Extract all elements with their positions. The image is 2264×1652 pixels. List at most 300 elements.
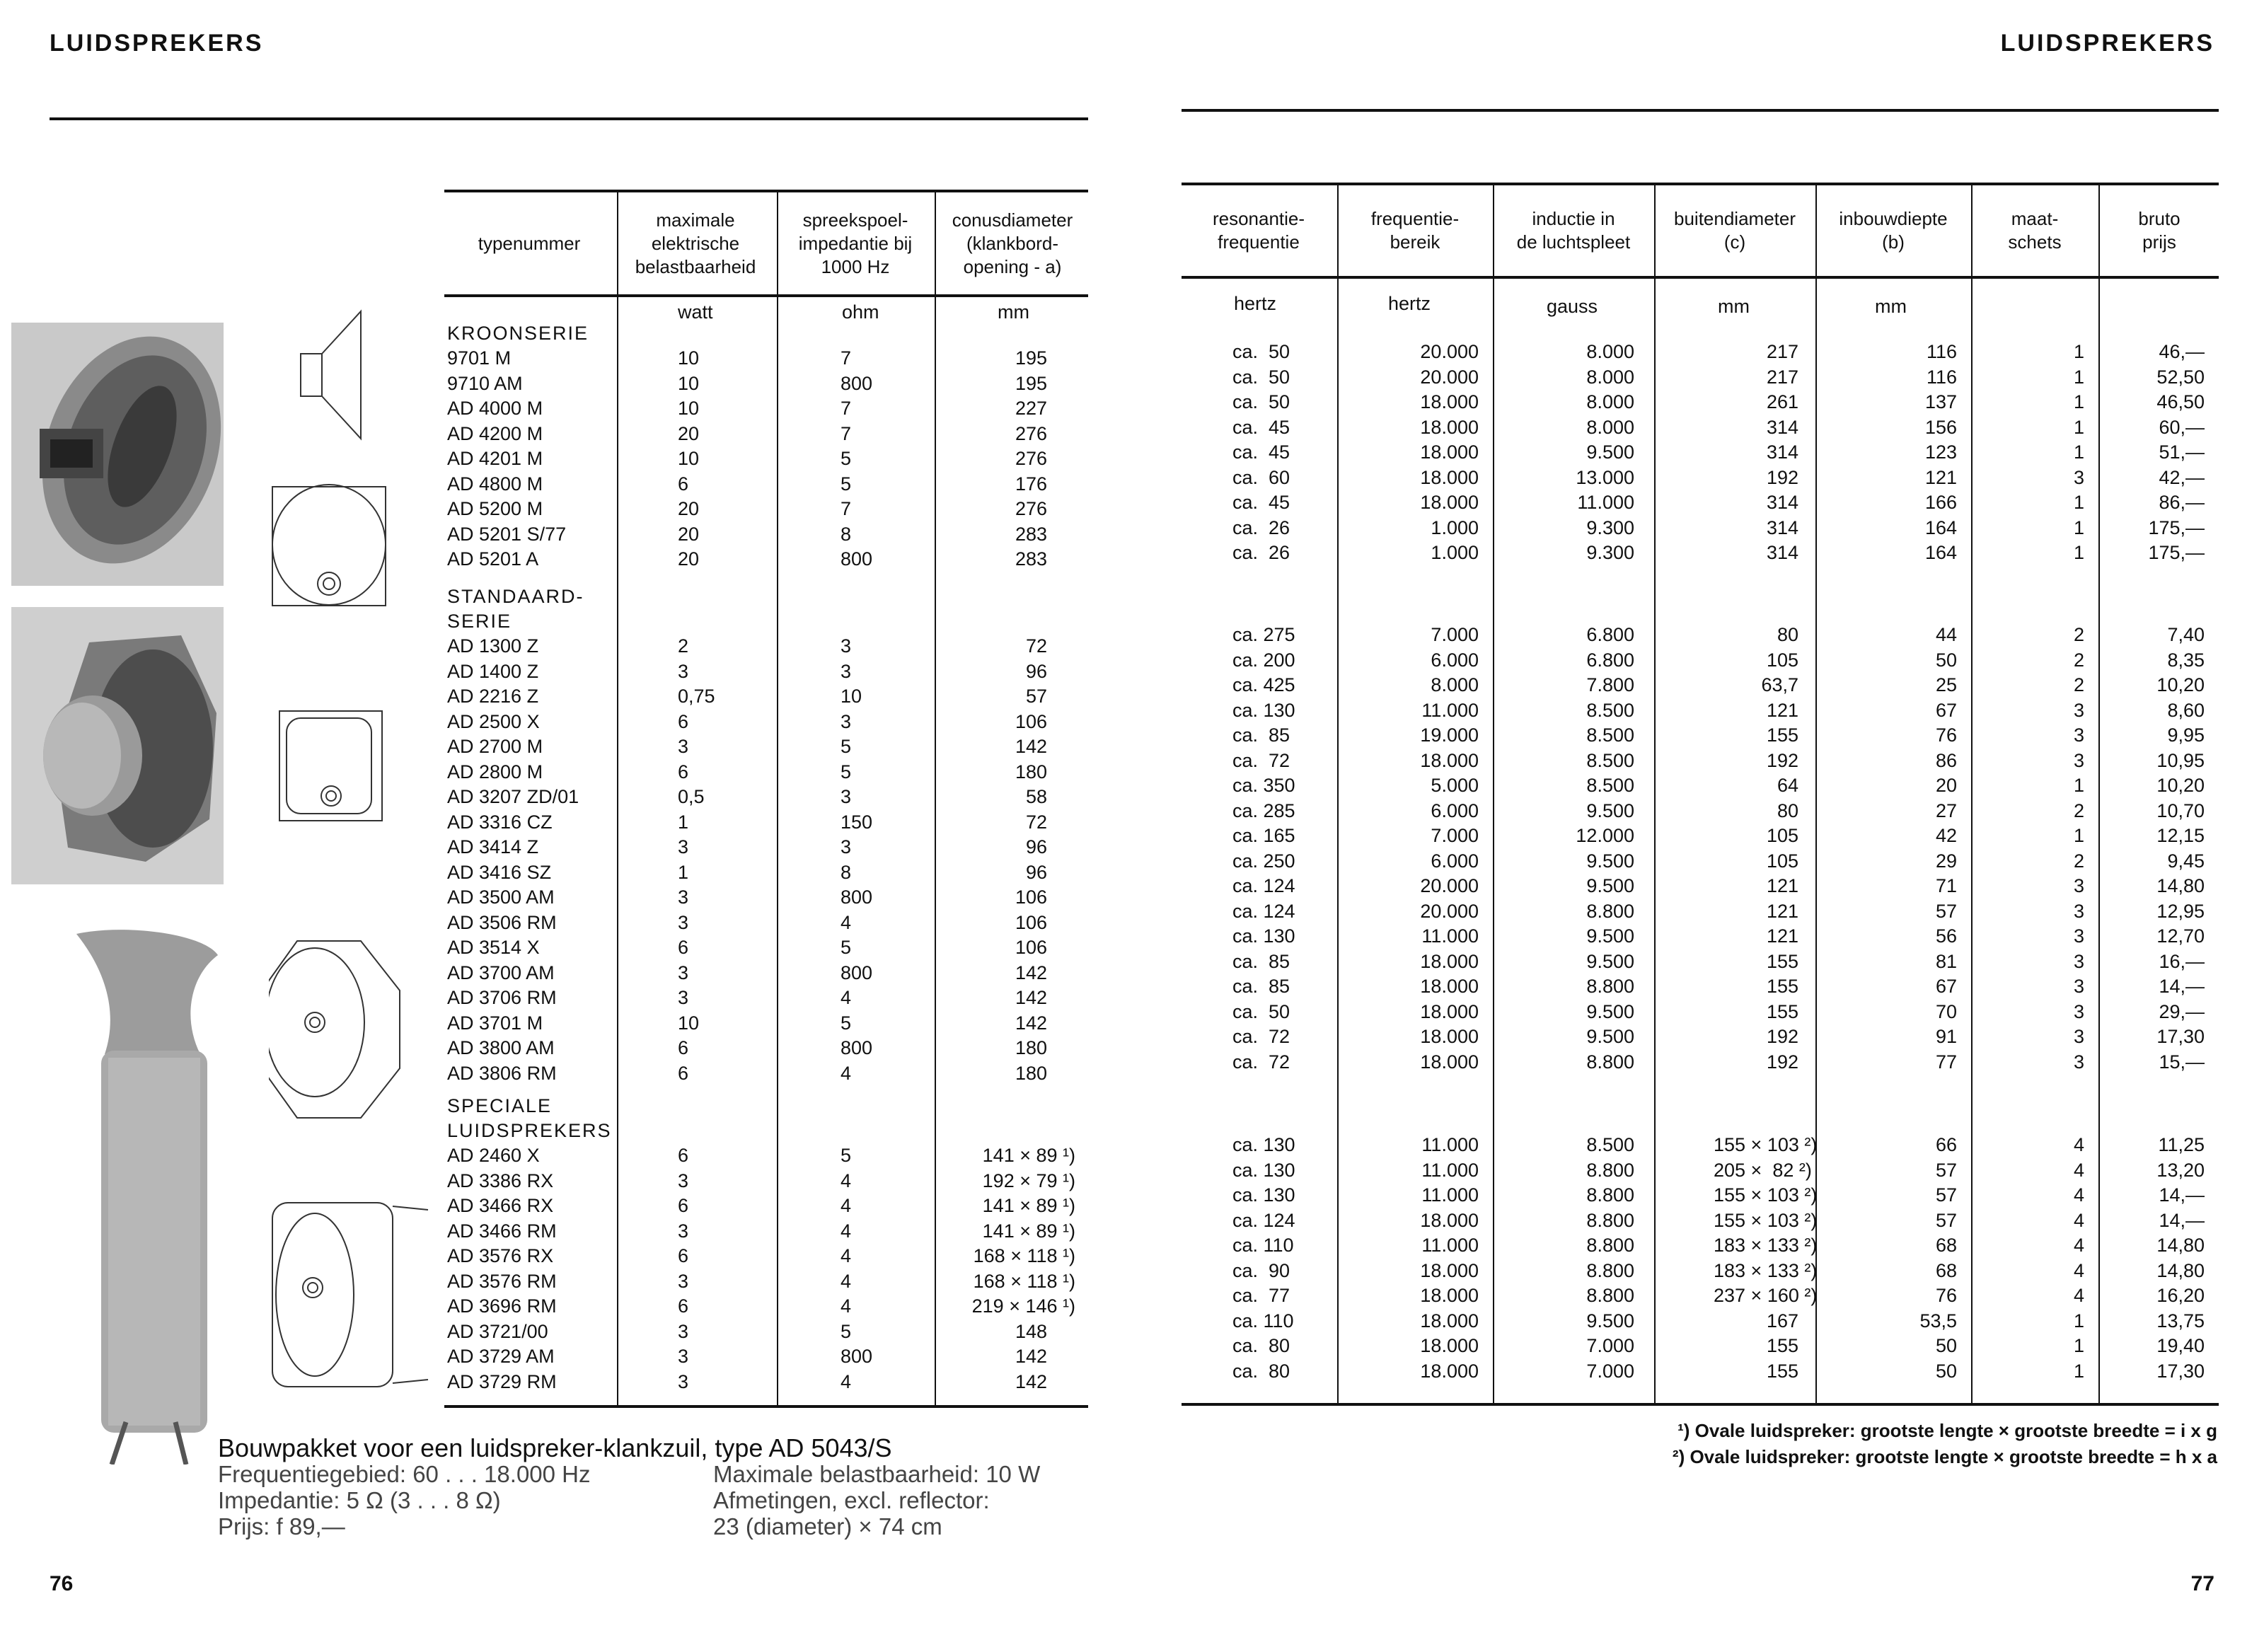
max-load-watt: 3 (678, 987, 689, 1008)
mounting-depth: 57 (1935, 1159, 1957, 1181)
cone-diameter-mm: 141 × 89 ¹) (982, 1145, 1075, 1166)
outer-diameter: 314 (1766, 416, 1798, 438)
gross-price: 14,— (2159, 1209, 2205, 1231)
table-row (1182, 623, 2219, 648)
cone-diameter-mm: 176 (1015, 473, 1047, 495)
gap-induction: 9.300 (1586, 542, 1634, 563)
frequency-range: 18.000 (1420, 441, 1479, 463)
gap-induction: 8.000 (1586, 366, 1634, 388)
resonance-frequency: ca. 124 (1232, 900, 1295, 922)
gap-induction: 8.800 (1586, 1159, 1634, 1181)
outer-diameter: 121 (1766, 925, 1798, 947)
unit-mm: mm (1875, 296, 1907, 317)
mounting-depth: 50 (1935, 649, 1957, 671)
sketch-number: 1 (2073, 492, 2084, 513)
resonance-frequency: ca. 130 (1232, 699, 1295, 721)
speaker-column-photo (69, 927, 231, 1465)
right-specs-table (1182, 183, 2219, 1382)
gross-price: 12,15 (2156, 825, 2205, 846)
table-row (444, 961, 1088, 986)
type-number: AD 2500 X (447, 710, 540, 732)
outer-diameter: 80 (1777, 624, 1798, 645)
resonance-frequency: ca. 45 (1232, 441, 1290, 463)
sketch-number: 3 (2073, 925, 2084, 947)
max-load-watt: 6 (678, 1062, 689, 1084)
resonance-frequency: ca. 50 (1232, 391, 1290, 412)
type-number: AD 5201 S/77 (447, 523, 567, 545)
max-load-watt: 3 (678, 1346, 689, 1367)
gross-price: 8,35 (2167, 649, 2205, 671)
cone-diameter-mm: 141 × 89 ¹) (982, 1195, 1075, 1216)
sketch-number: 3 (2073, 875, 2084, 896)
table-row (1182, 924, 2219, 949)
mounting-depth: 123 (1924, 441, 1957, 463)
sketch-number: 1 (2073, 341, 2084, 362)
col-header-conusdiameter: conusdiameter (klankbord- opening - a) (952, 209, 1073, 277)
outer-diameter: 167 (1766, 1310, 1798, 1332)
max-load-watt: 6 (678, 1145, 689, 1166)
frequency-range: 11.000 (1421, 1184, 1479, 1206)
mounting-depth: 66 (1935, 1134, 1957, 1155)
col-header-belastbaarheid: maximale elektrische belastbaarheid (635, 209, 756, 277)
frequency-range: 20.000 (1420, 366, 1479, 388)
impedance-ohm: 5 (841, 473, 852, 495)
outer-diameter: 105 (1766, 649, 1798, 671)
outer-diameter: 314 (1766, 542, 1798, 563)
page-header: LUIDSPREKERS (50, 30, 264, 57)
unit-watt: watt (678, 301, 713, 323)
gap-induction: 9.500 (1586, 441, 1634, 463)
resonance-frequency: ca. 275 (1232, 624, 1295, 645)
type-number: AD 2700 M (447, 736, 543, 757)
kit-spec-price: Prijs: f 89,— (218, 1513, 345, 1540)
table-row (444, 371, 1088, 397)
gross-price: 60,— (2159, 416, 2205, 438)
mounting-depth: 42 (1935, 825, 1957, 846)
resonance-frequency: ca. 85 (1232, 724, 1290, 746)
table-row (444, 1194, 1088, 1219)
gross-price: 9,45 (2167, 850, 2205, 872)
resonance-frequency: ca. 130 (1232, 1159, 1295, 1181)
type-number: AD 3207 ZD/01 (447, 786, 579, 807)
outer-diameter: 155 (1766, 724, 1798, 746)
mounting-depth: 57 (1935, 1209, 1957, 1231)
gap-induction: 8.800 (1586, 1051, 1634, 1073)
resonance-frequency: ca. 110 (1232, 1235, 1294, 1256)
kit-caption-title: Bouwpakket voor een luidspreker-klankzuil, type AD 5043/S (218, 1433, 892, 1462)
gap-induction: 9.500 (1586, 1000, 1634, 1022)
gross-price: 10,20 (2156, 674, 2205, 695)
gross-price: 17,30 (2156, 1026, 2205, 1047)
table-row (444, 1036, 1088, 1061)
mounting-depth: 70 (1935, 1000, 1957, 1022)
kit-spec-dimensions: 23 (diameter) × 74 cm (713, 1513, 942, 1540)
frequency-range: 18.000 (1420, 749, 1479, 771)
frequency-range: 11.000 (1421, 925, 1479, 947)
type-number: AD 3806 RM (447, 1062, 557, 1084)
resonance-frequency: ca. 200 (1232, 649, 1295, 671)
section-title: SPECIALE LUIDSPREKERS (447, 1095, 612, 1141)
gap-induction: 8.000 (1586, 416, 1634, 438)
table-bottom-rule (1182, 1403, 2219, 1406)
table-row (1182, 1000, 2219, 1025)
table-row (444, 547, 1088, 572)
mounting-depth: 50 (1935, 1335, 1957, 1356)
cone-diameter-mm: 168 × 118 ¹) (973, 1245, 1075, 1266)
impedance-ohm: 4 (841, 987, 852, 1008)
impedance-ohm: 4 (841, 1370, 852, 1392)
gross-price: 175,— (2148, 542, 2205, 563)
gross-price: 10,95 (2156, 749, 2205, 771)
max-load-watt: 10 (678, 347, 700, 369)
table-row (444, 1011, 1088, 1036)
col-header-frequentiebereik: frequentie- bereik (1370, 208, 1460, 253)
gross-price: 51,— (2159, 441, 2205, 463)
sketch-number: 4 (2073, 1159, 2084, 1181)
impedance-ohm: 5 (841, 1145, 852, 1166)
outer-diameter: 155 × 103 ²) (1714, 1209, 1818, 1231)
page-number: 76 (50, 1572, 74, 1595)
table-row (1182, 490, 2219, 516)
gross-price: 46,50 (2156, 391, 2205, 412)
table-row (1182, 1183, 2219, 1208)
mounting-depth: 20 (1935, 775, 1957, 796)
unit-ohm: ohm (842, 301, 879, 323)
table-row (444, 835, 1088, 860)
resonance-frequency: ca. 285 (1232, 799, 1295, 821)
mounting-depth: 164 (1924, 542, 1957, 563)
gap-induction: 7.000 (1586, 1360, 1634, 1382)
frequency-range: 18.000 (1420, 466, 1479, 488)
mounting-depth: 116 (1926, 341, 1957, 362)
resonance-frequency: ca. 26 (1232, 516, 1290, 538)
type-number: AD 3729 AM (447, 1346, 555, 1367)
header-rule (1182, 109, 2219, 112)
impedance-ohm: 8 (841, 523, 852, 545)
table-row (444, 911, 1088, 936)
impedance-ohm: 800 (841, 1346, 873, 1367)
header-rule (50, 117, 1088, 120)
gap-induction: 9.300 (1586, 516, 1634, 538)
gap-induction: 8.000 (1586, 341, 1634, 362)
cone-diameter-mm: 142 (1015, 961, 1047, 983)
type-number: AD 3576 RM (447, 1270, 557, 1292)
type-number: AD 3706 RM (447, 987, 557, 1008)
cone-diameter-mm: 227 (1015, 398, 1047, 419)
type-number: AD 3466 RX (447, 1195, 554, 1216)
mounting-depth: 137 (1924, 391, 1957, 412)
resonance-frequency: ca. 50 (1232, 1000, 1290, 1022)
gross-price: 13,20 (2156, 1159, 2205, 1181)
table-bottom-rule (444, 1405, 1088, 1408)
gross-price: 14,— (2159, 976, 2205, 997)
table-row (444, 986, 1088, 1011)
max-load-watt: 6 (678, 1245, 689, 1266)
outer-diameter: 155 (1766, 950, 1798, 972)
frequency-range: 7.000 (1431, 624, 1479, 645)
mounting-depth: 68 (1935, 1259, 1957, 1281)
resonance-frequency: ca. 72 (1232, 1026, 1290, 1047)
max-load-watt: 10 (678, 372, 700, 394)
max-load-watt: 3 (678, 1270, 689, 1292)
gross-price: 52,50 (2156, 366, 2205, 388)
outer-diameter: 63,7 (1761, 674, 1798, 695)
resonance-frequency: ca. 45 (1232, 492, 1290, 513)
frequency-range: 20.000 (1420, 875, 1479, 896)
max-load-watt: 3 (678, 1169, 689, 1191)
impedance-ohm: 800 (841, 548, 873, 570)
max-load-watt: 3 (678, 1220, 689, 1242)
table-row (444, 710, 1088, 735)
frequency-range: 8.000 (1431, 674, 1479, 695)
unit-gauss: gauss (1547, 296, 1598, 317)
cone-diameter-mm: 195 (1015, 372, 1047, 394)
frequency-range: 19.000 (1420, 724, 1479, 746)
sketch-number: 4 (2073, 1209, 2084, 1231)
mounting-depth: 67 (1935, 699, 1957, 721)
max-load-watt: 6 (678, 473, 689, 495)
frequency-range: 11.000 (1421, 1235, 1479, 1256)
impedance-ohm: 4 (841, 1195, 852, 1216)
col-header-inbouwdiepte: inbouwdiepte (b) (1839, 208, 1948, 253)
max-load-watt: 10 (678, 448, 700, 469)
impedance-ohm: 800 (841, 1037, 873, 1058)
cone-diameter-mm: 180 (1015, 1037, 1047, 1058)
outer-diameter: 64 (1777, 775, 1798, 796)
resonance-frequency: ca. 90 (1232, 1259, 1290, 1281)
gap-induction: 8.800 (1586, 1209, 1634, 1231)
unit-mm: mm (1718, 296, 1750, 317)
table-row (444, 1319, 1088, 1345)
outer-diameter: 121 (1766, 900, 1798, 922)
cone-diameter-mm: 148 (1015, 1320, 1047, 1342)
mounting-depth: 68 (1935, 1235, 1957, 1256)
sketch-number: 3 (2073, 749, 2084, 771)
cone-diameter-mm: 219 × 146 ¹) (971, 1295, 1075, 1317)
table-row (1182, 440, 2219, 466)
table-row (1182, 1309, 2219, 1334)
mounting-depth: 44 (1935, 624, 1957, 645)
cone-diameter-mm: 96 (1025, 836, 1047, 857)
max-load-watt: 6 (678, 761, 689, 782)
unit-hertz: hertz (1388, 293, 1431, 314)
sketch-number: 1 (2073, 416, 2084, 438)
type-number: AD 3514 X (447, 937, 540, 958)
gap-induction: 9.500 (1586, 1310, 1634, 1332)
cone-diameter-mm: 276 (1015, 498, 1047, 519)
resonance-frequency: ca. 130 (1232, 1134, 1295, 1155)
cone-diameter-mm: 106 (1015, 710, 1047, 732)
mounting-depth: 77 (1935, 1051, 1957, 1073)
table-row (444, 422, 1088, 447)
gross-price: 7,40 (2167, 624, 2205, 645)
cone-diameter-mm: 141 × 89 ¹) (982, 1220, 1075, 1242)
resonance-frequency: ca. 80 (1232, 1360, 1290, 1382)
frequency-range: 18.000 (1420, 1051, 1479, 1073)
col-header-resonantie: resonantie- frequentie (1212, 208, 1305, 253)
type-number: AD 3729 RM (447, 1370, 557, 1392)
impedance-ohm: 4 (841, 1169, 852, 1191)
footnote-2: ²) Ovale luidspreker: grootste lengte × grootste breedte = h x a (1672, 1446, 2217, 1467)
max-load-watt: 3 (678, 1320, 689, 1342)
resonance-frequency: ca. 80 (1232, 1335, 1290, 1356)
frequency-range: 18.000 (1420, 1335, 1479, 1356)
outer-diameter: 261 (1766, 391, 1798, 412)
sketch-number: 1 (2073, 516, 2084, 538)
max-load-watt: 6 (678, 1295, 689, 1317)
frequency-range: 18.000 (1420, 1310, 1479, 1332)
outer-diameter: 314 (1766, 516, 1798, 538)
frequency-range: 18.000 (1420, 950, 1479, 972)
sketch-number: 2 (2073, 624, 2084, 645)
type-number: AD 3316 CZ (447, 811, 553, 833)
impedance-ohm: 5 (841, 937, 852, 958)
mounting-depth: 116 (1926, 366, 1957, 388)
impedance-ohm: 7 (841, 347, 852, 369)
speaker-photo-oval (11, 323, 224, 586)
type-number: AD 4000 M (447, 398, 543, 419)
table-row (1182, 466, 2219, 491)
type-number: AD 2800 M (447, 761, 543, 782)
outer-diameter: 314 (1766, 441, 1798, 463)
max-load-watt: 0,5 (678, 786, 705, 807)
table-row (444, 885, 1088, 911)
gap-induction: 8.500 (1586, 749, 1634, 771)
impedance-ohm: 5 (841, 736, 852, 757)
max-load-watt: 20 (678, 548, 700, 570)
section-title: KROONSERIE (447, 323, 589, 344)
gap-induction: 8.000 (1586, 391, 1634, 412)
resonance-frequency: ca. 130 (1232, 925, 1295, 947)
max-load-watt: 20 (678, 422, 700, 444)
outer-diameter: 217 (1766, 366, 1798, 388)
gross-price: 175,— (2148, 516, 2205, 538)
type-number: AD 4200 M (447, 422, 543, 444)
gap-induction: 8.500 (1586, 775, 1634, 796)
mounting-depth: 156 (1924, 416, 1957, 438)
table-row (444, 785, 1088, 810)
outer-diameter: 192 (1766, 466, 1798, 488)
col-header-prijs: bruto prijs (2138, 208, 2181, 253)
table-row (1182, 773, 2219, 799)
frequency-range: 11.000 (1421, 1134, 1479, 1155)
mounting-depth: 67 (1935, 976, 1957, 997)
gap-induction: 13.000 (1576, 466, 1634, 488)
gross-price: 14,80 (2156, 1235, 2205, 1256)
impedance-ohm: 4 (841, 1270, 852, 1292)
cone-diameter-mm: 276 (1015, 422, 1047, 444)
gross-price: 8,60 (2167, 699, 2205, 721)
mounting-depth: 91 (1935, 1026, 1957, 1047)
mounting-depth: 56 (1935, 925, 1957, 947)
max-load-watt: 10 (678, 398, 700, 419)
resonance-frequency: ca. 50 (1232, 341, 1290, 362)
sketch-number: 3 (2073, 950, 2084, 972)
section-title: STANDAARD- SERIE (447, 586, 584, 632)
cone-diameter-mm: 57 (1025, 686, 1047, 707)
table-row (1182, 799, 2219, 824)
impedance-ohm: 800 (841, 886, 873, 908)
gross-price: 15,— (2159, 1051, 2205, 1073)
outer-diameter: 121 (1766, 875, 1798, 896)
speaker-photo-round (11, 607, 224, 884)
impedance-ohm: 4 (841, 1245, 852, 1266)
mounting-depth: 50 (1935, 1360, 1957, 1382)
type-number: AD 1400 Z (447, 660, 539, 682)
table-row (1182, 824, 2219, 849)
frequency-range: 18.000 (1420, 1000, 1479, 1022)
cone-diameter-mm: 72 (1025, 811, 1047, 833)
left-specs-table (444, 190, 1088, 1392)
frequency-range: 11.000 (1421, 699, 1479, 721)
type-number: AD 3700 AM (447, 961, 555, 983)
gap-induction: 8.800 (1586, 1259, 1634, 1281)
gross-price: 14,— (2159, 1184, 2205, 1206)
impedance-ohm: 800 (841, 961, 873, 983)
resonance-frequency: ca. 50 (1232, 366, 1290, 388)
outer-diameter: 155 (1766, 1360, 1798, 1382)
frequency-range: 18.000 (1420, 1360, 1479, 1382)
cone-diameter-mm: 142 (1015, 987, 1047, 1008)
gross-price: 9,95 (2167, 724, 2205, 746)
sketch-number: 2 (2073, 850, 2084, 872)
table-row (444, 1169, 1088, 1194)
outer-diameter: 155 (1766, 976, 1798, 997)
impedance-ohm: 5 (841, 1012, 852, 1034)
resonance-frequency: ca. 124 (1232, 1209, 1295, 1231)
frequency-range: 18.000 (1420, 1259, 1479, 1281)
resonance-frequency: ca. 165 (1232, 825, 1295, 846)
max-load-watt: 0,75 (678, 686, 715, 707)
type-number: AD 3466 RM (447, 1220, 557, 1242)
gap-induction: 7.800 (1586, 674, 1634, 695)
gross-price: 13,75 (2156, 1310, 2205, 1332)
frequency-range: 1.000 (1431, 516, 1479, 538)
resonance-frequency: ca. 85 (1232, 950, 1290, 972)
cone-diameter-mm: 192 × 79 ¹) (982, 1169, 1075, 1191)
table-row (444, 1370, 1088, 1395)
max-load-watt: 1 (678, 811, 689, 833)
gap-induction: 12.000 (1576, 825, 1634, 846)
cone-diameter-mm: 96 (1025, 660, 1047, 682)
sketch-number: 2 (2073, 674, 2084, 695)
table-row (444, 1269, 1088, 1295)
impedance-ohm: 3 (841, 836, 852, 857)
cone-diameter-mm: 142 (1015, 1012, 1047, 1034)
gap-induction: 8.500 (1586, 1134, 1634, 1155)
sketch-number: 3 (2073, 1000, 2084, 1022)
resonance-frequency: ca. 72 (1232, 1051, 1290, 1073)
mounting-depth: 27 (1935, 799, 1957, 821)
sketch-number: 4 (2073, 1134, 2084, 1155)
gap-induction: 11.000 (1577, 492, 1634, 513)
frequency-range: 18.000 (1420, 976, 1479, 997)
dimension-sketches (269, 304, 439, 1408)
resonance-frequency: ca. 425 (1232, 674, 1295, 695)
frequency-range: 20.000 (1420, 341, 1479, 362)
gross-price: 19,40 (2156, 1335, 2205, 1356)
max-load-watt: 20 (678, 523, 700, 545)
outer-diameter: 237 × 160 ²) (1714, 1285, 1818, 1306)
mounting-depth: 166 (1924, 492, 1957, 513)
gap-induction: 6.800 (1586, 624, 1634, 645)
sketch-number: 1 (2073, 1360, 2084, 1382)
resonance-frequency: ca. 26 (1232, 542, 1290, 563)
gross-price: 46,— (2159, 341, 2205, 362)
kit-spec-dimensions-label: Afmetingen, excl. reflector: (713, 1487, 990, 1513)
impedance-ohm: 4 (841, 1295, 852, 1317)
gap-induction: 8.500 (1586, 699, 1634, 721)
